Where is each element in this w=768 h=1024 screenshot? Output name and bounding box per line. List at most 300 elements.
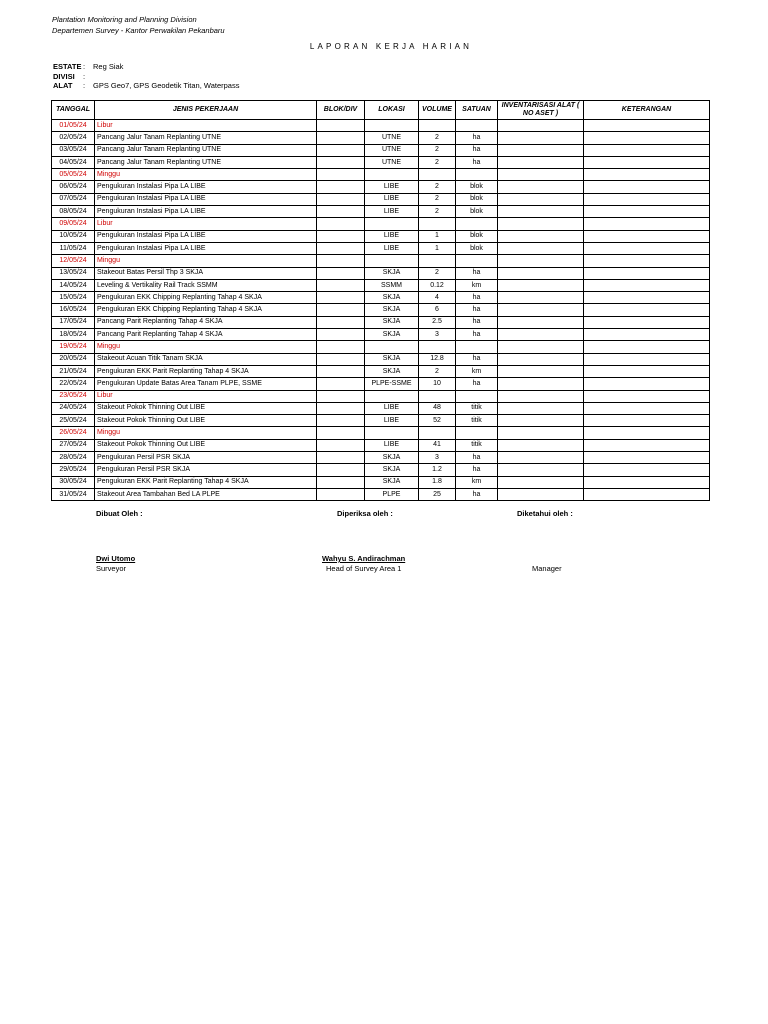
cell-keterangan [584, 365, 710, 377]
table-row [52, 267, 710, 279]
cell-jenis-pekerjaan: Pancang Jalur Tanam Replanting UTNE [95, 144, 317, 156]
cell-inventarisasi [498, 353, 584, 365]
cell-tanggal: 29/05/24 [52, 464, 95, 476]
cell-jenis-pekerjaan: Pengukuran Update Batas Area Tanam PLPE, SSME [95, 378, 317, 390]
cell-volume: 2 [419, 193, 456, 205]
table-row [52, 439, 710, 451]
table-row [52, 132, 710, 144]
cell-satuan: ha [456, 378, 498, 390]
cell-jenis-pekerjaan: Stakeout Pokok Thinning Out LIBE [95, 402, 317, 414]
cell-keterangan [584, 464, 710, 476]
table-row [52, 279, 710, 291]
cell-volume: 1.8 [419, 476, 456, 488]
cell-lokasi: SKJA [365, 329, 419, 341]
cell-inventarisasi [498, 464, 584, 476]
cell-lokasi [365, 169, 419, 181]
cell-tanggal: 26/05/24 [52, 427, 95, 439]
cell-lokasi: LIBE [365, 242, 419, 254]
cell-volume: 25 [419, 488, 456, 500]
cell-keterangan [584, 292, 710, 304]
table-row [52, 230, 710, 242]
cell-blok-div [317, 341, 365, 353]
cell-lokasi [365, 120, 419, 132]
table-header-row [52, 101, 710, 120]
cell-satuan [456, 255, 498, 267]
cell-blok-div [317, 292, 365, 304]
cell-lokasi: LIBE [365, 230, 419, 242]
cell-blok-div [317, 329, 365, 341]
cell-lokasi: SKJA [365, 353, 419, 365]
cell-tanggal: 19/05/24 [52, 341, 95, 353]
cell-volume: 2 [419, 365, 456, 377]
cell-volume: 2 [419, 156, 456, 168]
cell-lokasi: UTNE [365, 132, 419, 144]
alat-row: ALAT : GPS Geo7, GPS Geodetik Titan, Waterpass [53, 81, 240, 90]
estate-row: ESTATE : Reg Siak [53, 62, 124, 71]
divisi-label: DIVISI [53, 72, 75, 81]
cell-inventarisasi [498, 206, 584, 218]
cell-tanggal: 24/05/24 [52, 402, 95, 414]
cell-keterangan [584, 132, 710, 144]
cell-jenis-pekerjaan: Pengukuran Instalasi Pipa LA LIBE [95, 206, 317, 218]
cell-volume: 2 [419, 132, 456, 144]
cell-jenis-pekerjaan: Stakeout Pokok Thinning Out LIBE [95, 415, 317, 427]
cell-keterangan [584, 439, 710, 451]
col-satuan: SATUAN [456, 101, 498, 120]
cell-inventarisasi [498, 156, 584, 168]
cell-blok-div [317, 218, 365, 230]
cell-jenis-pekerjaan: Minggu [95, 341, 317, 353]
cell-volume: 12.8 [419, 353, 456, 365]
cell-keterangan [584, 427, 710, 439]
cell-lokasi: SKJA [365, 452, 419, 464]
daily-work-table [51, 100, 710, 501]
cell-tanggal: 06/05/24 [52, 181, 95, 193]
cell-volume: 2 [419, 267, 456, 279]
cell-tanggal: 27/05/24 [52, 439, 95, 451]
cell-volume: 4 [419, 292, 456, 304]
cell-keterangan [584, 329, 710, 341]
cell-blok-div [317, 488, 365, 500]
cell-jenis-pekerjaan: Minggu [95, 169, 317, 181]
cell-jenis-pekerjaan: Pengukuran Persil PSR SKJA [95, 452, 317, 464]
cell-inventarisasi [498, 476, 584, 488]
cell-satuan: km [456, 365, 498, 377]
cell-lokasi: LIBE [365, 206, 419, 218]
diketahui-label: Diketahui oleh : [517, 509, 573, 518]
cell-volume: 2 [419, 181, 456, 193]
cell-satuan: blok [456, 193, 498, 205]
cell-lokasi: SSMM [365, 279, 419, 291]
cell-inventarisasi [498, 365, 584, 377]
cell-satuan: titik [456, 439, 498, 451]
cell-volume [419, 218, 456, 230]
cell-lokasi: SKJA [365, 365, 419, 377]
cell-jenis-pekerjaan: Libur [95, 390, 317, 402]
cell-satuan: ha [456, 304, 498, 316]
cell-jenis-pekerjaan: Minggu [95, 255, 317, 267]
table-row [52, 390, 710, 402]
cell-volume: 1 [419, 242, 456, 254]
cell-tanggal: 13/05/24 [52, 267, 95, 279]
cell-volume [419, 390, 456, 402]
cell-inventarisasi [498, 218, 584, 230]
cell-keterangan [584, 476, 710, 488]
cell-inventarisasi [498, 132, 584, 144]
checker-name: Wahyu S. Andirachman [322, 554, 406, 563]
cell-jenis-pekerjaan: Pengukuran Persil PSR SKJA [95, 464, 317, 476]
report-title: LAPORAN KERJA HARIAN [309, 42, 473, 51]
cell-blok-div [317, 452, 365, 464]
cell-satuan [456, 120, 498, 132]
table-row [52, 353, 710, 365]
cell-blok-div [317, 378, 365, 390]
cell-jenis-pekerjaan: Pengukuran Instalasi Pipa LA LIBE [95, 230, 317, 242]
cell-lokasi: UTNE [365, 144, 419, 156]
cell-tanggal: 17/05/24 [52, 316, 95, 328]
cell-blok-div [317, 304, 365, 316]
cell-keterangan [584, 120, 710, 132]
cell-blok-div [317, 402, 365, 414]
org-line-2: Departemen Survey - Kantor Perwakilan Pekanbaru [52, 26, 225, 35]
cell-keterangan [584, 341, 710, 353]
cell-lokasi: LIBE [365, 402, 419, 414]
cell-satuan: ha [456, 132, 498, 144]
cell-blok-div [317, 464, 365, 476]
cell-satuan [456, 169, 498, 181]
cell-inventarisasi [498, 378, 584, 390]
cell-satuan: km [456, 476, 498, 488]
cell-jenis-pekerjaan: Pengukuran Instalasi Pipa LA LIBE [95, 242, 317, 254]
cell-satuan: km [456, 279, 498, 291]
cell-satuan: blok [456, 181, 498, 193]
col-keterangan: KETERANGAN [584, 101, 710, 120]
org-line-1: Plantation Monitoring and Planning Division [52, 15, 197, 24]
cell-jenis-pekerjaan: Leveling & Vertikality Rail Track SSMM [95, 279, 317, 291]
table-row [52, 255, 710, 267]
alat-value: GPS Geo7, GPS Geodetik Titan, Waterpass [93, 81, 240, 90]
cell-keterangan [584, 378, 710, 390]
table-row [52, 169, 710, 181]
cell-inventarisasi [498, 488, 584, 500]
cell-lokasi [365, 390, 419, 402]
cell-inventarisasi [498, 120, 584, 132]
cell-jenis-pekerjaan: Stakeout Pokok Thinning Out LIBE [95, 439, 317, 451]
cell-tanggal: 31/05/24 [52, 488, 95, 500]
cell-keterangan [584, 390, 710, 402]
table-row [52, 365, 710, 377]
cell-blok-div [317, 156, 365, 168]
cell-blok-div [317, 439, 365, 451]
cell-lokasi: LIBE [365, 193, 419, 205]
cell-satuan [456, 341, 498, 353]
cell-tanggal: 04/05/24 [52, 156, 95, 168]
cell-jenis-pekerjaan: Pengukuran Instalasi Pipa LA LIBE [95, 181, 317, 193]
cell-satuan: ha [456, 292, 498, 304]
cell-keterangan [584, 316, 710, 328]
cell-inventarisasi [498, 402, 584, 414]
table-row [52, 452, 710, 464]
cell-jenis-pekerjaan: Libur [95, 120, 317, 132]
cell-lokasi [365, 218, 419, 230]
cell-keterangan [584, 230, 710, 242]
cell-jenis-pekerjaan: Stakeout Batas Persil Thp 3 SKJA [95, 267, 317, 279]
approver-role: Manager [532, 564, 562, 573]
cell-satuan: blok [456, 230, 498, 242]
cell-satuan: blok [456, 206, 498, 218]
table-row [52, 329, 710, 341]
cell-jenis-pekerjaan: Pancang Jalur Tanam Replanting UTNE [95, 156, 317, 168]
cell-tanggal: 03/05/24 [52, 144, 95, 156]
cell-tanggal: 21/05/24 [52, 365, 95, 377]
cell-keterangan [584, 242, 710, 254]
cell-tanggal: 01/05/24 [52, 120, 95, 132]
table-row [52, 341, 710, 353]
cell-inventarisasi [498, 181, 584, 193]
cell-blok-div [317, 120, 365, 132]
cell-satuan: ha [456, 329, 498, 341]
cell-inventarisasi [498, 452, 584, 464]
cell-satuan [456, 218, 498, 230]
cell-blok-div [317, 169, 365, 181]
cell-tanggal: 25/05/24 [52, 415, 95, 427]
cell-blok-div [317, 144, 365, 156]
cell-lokasi: SKJA [365, 464, 419, 476]
cell-keterangan [584, 206, 710, 218]
maker-role: Surveyor [96, 564, 127, 573]
cell-inventarisasi [498, 316, 584, 328]
cell-lokasi: SKJA [365, 304, 419, 316]
cell-volume [419, 255, 456, 267]
cell-jenis-pekerjaan: Pengukuran EKK Chipping Replanting Tahap 4 SKJA [95, 304, 317, 316]
cell-satuan: titik [456, 402, 498, 414]
cell-blok-div [317, 230, 365, 242]
cell-blok-div [317, 415, 365, 427]
cell-blok-div [317, 476, 365, 488]
cell-lokasi [365, 341, 419, 353]
cell-inventarisasi [498, 439, 584, 451]
cell-volume: 0.12 [419, 279, 456, 291]
cell-tanggal: 07/05/24 [52, 193, 95, 205]
cell-lokasi: SKJA [365, 267, 419, 279]
table-row [52, 488, 710, 500]
col-tanggal: TANGGAL [52, 101, 95, 120]
cell-keterangan [584, 218, 710, 230]
cell-satuan: ha [456, 144, 498, 156]
cell-blok-div [317, 206, 365, 218]
dibuat-label: Dibuat Oleh : [96, 509, 143, 518]
cell-inventarisasi [498, 242, 584, 254]
cell-blok-div [317, 279, 365, 291]
table-row [52, 206, 710, 218]
cell-volume [419, 341, 456, 353]
cell-blok-div [317, 242, 365, 254]
cell-blok-div [317, 132, 365, 144]
cell-jenis-pekerjaan: Stakeout Acuan Titik Tanam SKJA [95, 353, 317, 365]
cell-keterangan [584, 193, 710, 205]
cell-blok-div [317, 267, 365, 279]
cell-keterangan [584, 488, 710, 500]
cell-volume [419, 120, 456, 132]
table-row [52, 464, 710, 476]
cell-blok-div [317, 427, 365, 439]
cell-inventarisasi [498, 427, 584, 439]
cell-volume: 2 [419, 144, 456, 156]
cell-keterangan [584, 452, 710, 464]
cell-tanggal: 15/05/24 [52, 292, 95, 304]
cell-lokasi: LIBE [365, 415, 419, 427]
cell-tanggal: 22/05/24 [52, 378, 95, 390]
cell-inventarisasi [498, 329, 584, 341]
cell-inventarisasi [498, 341, 584, 353]
cell-satuan: ha [456, 452, 498, 464]
cell-satuan [456, 390, 498, 402]
cell-blok-div [317, 193, 365, 205]
cell-satuan: ha [456, 316, 498, 328]
table-row [52, 193, 710, 205]
cell-inventarisasi [498, 230, 584, 242]
maker-name: Dwi Utomo [96, 554, 136, 563]
table-row [52, 476, 710, 488]
cell-volume: 2.5 [419, 316, 456, 328]
table-row [52, 218, 710, 230]
cell-keterangan [584, 415, 710, 427]
cell-lokasi [365, 427, 419, 439]
cell-volume: 1.2 [419, 464, 456, 476]
cell-jenis-pekerjaan: Pengukuran EKK Chipping Replanting Tahap 4 SKJA [95, 292, 317, 304]
cell-volume: 2 [419, 206, 456, 218]
cell-keterangan [584, 181, 710, 193]
cell-lokasi: LIBE [365, 439, 419, 451]
table-row [52, 427, 710, 439]
cell-satuan: ha [456, 156, 498, 168]
cell-tanggal: 18/05/24 [52, 329, 95, 341]
cell-blok-div [317, 353, 365, 365]
cell-tanggal: 28/05/24 [52, 452, 95, 464]
cell-jenis-pekerjaan: Pengukuran Instalasi Pipa LA LIBE [95, 193, 317, 205]
cell-inventarisasi [498, 304, 584, 316]
cell-keterangan [584, 156, 710, 168]
col-lokasi: LOKASI [365, 101, 419, 120]
cell-inventarisasi [498, 255, 584, 267]
cell-volume: 48 [419, 402, 456, 414]
cell-keterangan [584, 144, 710, 156]
cell-tanggal: 02/05/24 [52, 132, 95, 144]
table-row [52, 378, 710, 390]
cell-jenis-pekerjaan: Pengukuran EKK Parit Replanting Tahap 4 SKJA [95, 365, 317, 377]
cell-volume: 3 [419, 329, 456, 341]
estate-label: ESTATE [53, 62, 82, 71]
cell-keterangan [584, 304, 710, 316]
cell-lokasi: SKJA [365, 292, 419, 304]
cell-tanggal: 16/05/24 [52, 304, 95, 316]
cell-volume: 10 [419, 378, 456, 390]
cell-jenis-pekerjaan: Libur [95, 218, 317, 230]
cell-volume: 3 [419, 452, 456, 464]
cell-inventarisasi [498, 267, 584, 279]
cell-tanggal: 20/05/24 [52, 353, 95, 365]
cell-volume: 41 [419, 439, 456, 451]
cell-lokasi: LIBE [365, 181, 419, 193]
checker-role: Head of Survey Area 1 [326, 564, 402, 573]
cell-inventarisasi [498, 292, 584, 304]
cell-inventarisasi [498, 193, 584, 205]
table-row [52, 242, 710, 254]
divisi-row: DIVISI : [53, 72, 86, 81]
table-row [52, 156, 710, 168]
alat-label: ALAT [53, 81, 73, 90]
cell-lokasi: SKJA [365, 476, 419, 488]
cell-keterangan [584, 402, 710, 414]
col-jenis-pekerjaan: JENIS PEKERJAAN [95, 101, 317, 120]
cell-blok-div [317, 316, 365, 328]
cell-keterangan [584, 255, 710, 267]
cell-tanggal: 05/05/24 [52, 169, 95, 181]
cell-volume: 1 [419, 230, 456, 242]
table-row [52, 415, 710, 427]
col-blok-div: BLOK/DIV [317, 101, 365, 120]
cell-inventarisasi [498, 390, 584, 402]
cell-lokasi: PLPE [365, 488, 419, 500]
cell-blok-div [317, 390, 365, 402]
cell-inventarisasi [498, 169, 584, 181]
table-row [52, 304, 710, 316]
cell-lokasi: UTNE [365, 156, 419, 168]
cell-satuan: ha [456, 464, 498, 476]
cell-volume: 52 [419, 415, 456, 427]
table-row [52, 120, 710, 132]
cell-jenis-pekerjaan: Pancang Parit Replanting Tahap 4 SKJA [95, 329, 317, 341]
cell-volume [419, 427, 456, 439]
cell-jenis-pekerjaan: Pancang Jalur Tanam Replanting UTNE [95, 132, 317, 144]
cell-jenis-pekerjaan: Pancang Parit Replanting Tahap 4 SKJA [95, 316, 317, 328]
cell-jenis-pekerjaan: Stakeout Area Tambahan Bed LA PLPE [95, 488, 317, 500]
cell-blok-div [317, 365, 365, 377]
cell-keterangan [584, 279, 710, 291]
cell-keterangan [584, 353, 710, 365]
cell-inventarisasi [498, 144, 584, 156]
cell-volume: 6 [419, 304, 456, 316]
cell-lokasi [365, 255, 419, 267]
cell-satuan: ha [456, 488, 498, 500]
cell-satuan: blok [456, 242, 498, 254]
cell-tanggal: 14/05/24 [52, 279, 95, 291]
table-row [52, 181, 710, 193]
col-volume: VOLUME [419, 101, 456, 120]
estate-value: Reg Siak [93, 62, 124, 71]
cell-satuan: ha [456, 353, 498, 365]
cell-blok-div [317, 181, 365, 193]
cell-lokasi: PLPE-SSME [365, 378, 419, 390]
cell-tanggal: 23/05/24 [52, 390, 95, 402]
cell-tanggal: 10/05/24 [52, 230, 95, 242]
cell-tanggal: 11/05/24 [52, 242, 95, 254]
cell-inventarisasi [498, 279, 584, 291]
cell-keterangan [584, 169, 710, 181]
cell-jenis-pekerjaan: Pengukuran EKK Parit Replanting Tahap 4 SKJA [95, 476, 317, 488]
cell-satuan: ha [456, 267, 498, 279]
diperiksa-label: Diperiksa oleh : [337, 509, 393, 518]
cell-lokasi: SKJA [365, 316, 419, 328]
table-row [52, 144, 710, 156]
cell-jenis-pekerjaan: Minggu [95, 427, 317, 439]
cell-volume [419, 169, 456, 181]
cell-tanggal: 12/05/24 [52, 255, 95, 267]
cell-inventarisasi [498, 415, 584, 427]
cell-satuan: titik [456, 415, 498, 427]
table-row [52, 292, 710, 304]
cell-keterangan [584, 267, 710, 279]
